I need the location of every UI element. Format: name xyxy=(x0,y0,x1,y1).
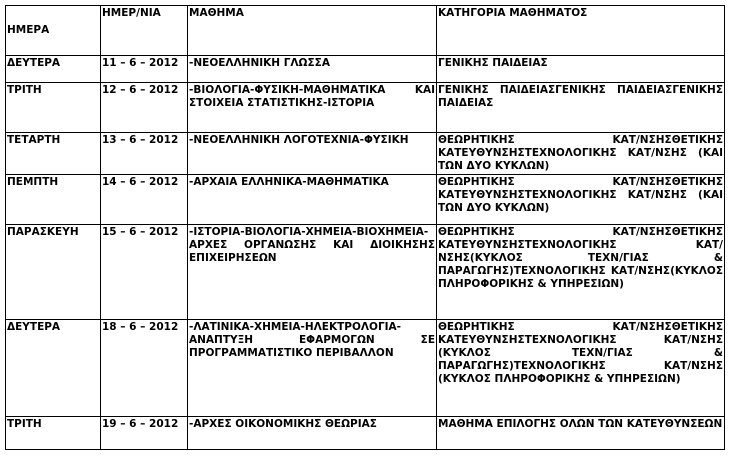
subject-cell: -ΝΕΟΕΛΛΗΝΙΚΗ ΓΛΩΣΣΑ xyxy=(188,56,437,83)
date-cell: 18 – 6 – 2012 xyxy=(101,320,188,417)
subject-cell: -ΑΡΧΑΙΑ ΕΛΛΗΝΙΚΑ-ΜΑΘΗΜΑΤΙΚΑ xyxy=(188,175,437,225)
date-cell: 11 – 6 – 2012 xyxy=(101,56,188,83)
category-cell: ΓΕΝΙΚΗΣ ΠΑΙΔΕΙΑΣ xyxy=(437,56,725,83)
category-cell: ΓΕΝΙΚΗΣ ΠΑΙΔΕΙΑΣΓΕΝΙΚΗΣ ΠΑΙΔΕΙΑΣΓΕΝΙΚΗΣ ΠΑΙΔΕΙΑΣ xyxy=(437,83,725,133)
header-day: ΗΜΕΡΑ xyxy=(6,6,101,56)
day-cell: ΤΡΙΤΗ xyxy=(6,417,101,450)
header-category: ΚΑΤΗΓΟΡΙΑ ΜΑΘΗΜΑΤΟΣ xyxy=(437,6,725,56)
table-row xyxy=(6,175,725,225)
date-cell: 12 – 6 – 2012 xyxy=(101,83,188,133)
date-cell: 15 – 6 – 2012 xyxy=(101,225,188,320)
exam-schedule-table xyxy=(5,5,725,450)
category-cell: ΜΑΘΗΜΑ ΕΠΙΛΟΓΗΣ ΟΛΩΝ ΤΩΝ ΚΑΤΕΥΘΥΝΣΕΩΝ xyxy=(437,417,725,450)
day-cell: ΠΑΡΑΣΚΕΥΗ xyxy=(6,225,101,320)
table-row xyxy=(6,320,725,417)
day-cell: ΤΡΙΤΗ xyxy=(6,83,101,133)
date-cell: 19 – 6 – 2012 xyxy=(101,417,188,450)
table-row xyxy=(6,133,725,175)
header-row xyxy=(6,6,725,56)
table-row xyxy=(6,56,725,83)
table-row xyxy=(6,83,725,133)
day-cell: ΤΕΤΑΡΤΗ xyxy=(6,133,101,175)
subject-cell: -ΑΡΧΕΣ ΟΙΚΟΝΟΜΙΚΗΣ ΘΕΩΡΙΑΣ xyxy=(188,417,437,450)
subject-cell: -ΛΑΤΙΝΙΚΑ-ΧΗΜΕΙΑ-ΗΛΕΚΤΡΟΛΟΓΙΑ-ΑΝΑΠΤΥΞΗ ΕΦΑΡΜΟΓΩΝ ΣΕ ΠΡΟΓΡΑΜΜΑΤΙΣΤΙΚΟ ΠΕΡΙΒΑΛΛΟΝ xyxy=(188,320,437,417)
category-cell: ΘΕΩΡΗΤΙΚΗΣ ΚΑΤ/ΝΣΗΣΘΕΤΙΚΗΣ ΚΑΤΕΥΘΥΝΣΗΣΤΕΧΝΟΛΟΓΙΚΗΣ ΚΑΤ/ΝΣΗΣ(ΚΥΚΛΟΣ ΤΕΧΝ/ΓΙΑΣ & ΠΑΡΑΓΩΓΗΣ)ΤΕΧΝΟΛΟΓΙΚΗΣ ΚΑΤ/ΝΣΗΣ(ΚΥΚΛΟΣ ΠΛΗΡΟΦΟΡΙΚΗΣ & ΥΠΗΡΕΣΙΩΝ) xyxy=(437,225,725,320)
header-subject: ΜΑΘΗΜΑ xyxy=(188,6,437,56)
subject-cell: -ΝΕΟΕΛΛΗΝΙΚΗ ΛΟΓΟΤΕΧΝΙΑ-ΦΥΣΙΚΗ xyxy=(188,133,437,175)
date-cell: 14 – 6 – 2012 xyxy=(101,175,188,225)
day-cell: ΔΕΥΤΕΡΑ xyxy=(6,320,101,417)
subject-cell: -ΒΙΟΛΟΓΙΑ-ΦΥΣΙΚΗ-ΜΑΘΗΜΑΤΙΚΑ ΚΑΙ ΣΤΟΙΧΕΙΑ ΣΤΑΤΙΣΤΙΚΗΣ-ΙΣΤΟΡΙΑ xyxy=(188,83,437,133)
table-row xyxy=(6,225,725,320)
table-row xyxy=(6,417,725,450)
day-cell: ΔΕΥΤΕΡΑ xyxy=(6,56,101,83)
category-cell: ΘΕΩΡΗΤΙΚΗΣ ΚΑΤ/ΝΣΗΣΘΕΤΙΚΗΣ ΚΑΤΕΥΘΥΝΣΗΣΤΕΧΝΟΛΟΓΙΚΗΣ ΚΑΤ/ΝΣΗΣ (ΚΥΚΛΟΣ ΤΕΧΝ/ΓΙΑΣ & ΠΑΡΑΓΩΓΗΣ)ΤΕΧΝΟΛΟΓΙΚΗΣ ΚΑΤ/ΝΣΗΣ (ΚΥΚΛΟΣ ΠΛΗΡΟΦΟΡΙΚΗΣ & ΥΠΗΡΕΣΙΩΝ) xyxy=(437,320,725,417)
header-date: ΗΜΕΡ/ΝΙΑ xyxy=(101,6,188,56)
subject-cell: -ΙΣΤΟΡΙΑ-ΒΙΟΛΟΓΙΑ-ΧΗΜΕΙΑ-ΒΙΟΧΗΜΕΙΑ-ΑΡΧΕΣ ΟΡΓΑΝΩΣΗΣ ΚΑΙ ΔΙΟΙΚΗΣΗΣ ΕΠΙΧΕΙΡΗΣΕΩΝ xyxy=(188,225,437,320)
date-cell: 13 – 6 – 2012 xyxy=(101,133,188,175)
category-cell: ΘΕΩΡΗΤΙΚΗΣ ΚΑΤ/ΝΣΗΣΘΕΤΙΚΗΣ ΚΑΤΕΥΘΥΝΣΗΣΤΕΧΝΟΛΟΓΙΚΗΣ ΚΑΤ/ΝΣΗΣ (ΚΑΙ ΤΩΝ ΔΥΟ ΚΥΚΛΩΝ) xyxy=(437,133,725,175)
day-cell: ΠΕΜΠΤΗ xyxy=(6,175,101,225)
category-cell: ΘΕΩΡΗΤΙΚΗΣ ΚΑΤ/ΝΣΗΣΘΕΤΙΚΗΣ ΚΑΤΕΥΘΥΝΣΗΣΤΕΧΝΟΛΟΓΙΚΗΣ ΚΑΤ/ΝΣΗΣ (ΚΑΙ ΤΩΝ ΔΥΟ ΚΥΚΛΩΝ) xyxy=(437,175,725,225)
